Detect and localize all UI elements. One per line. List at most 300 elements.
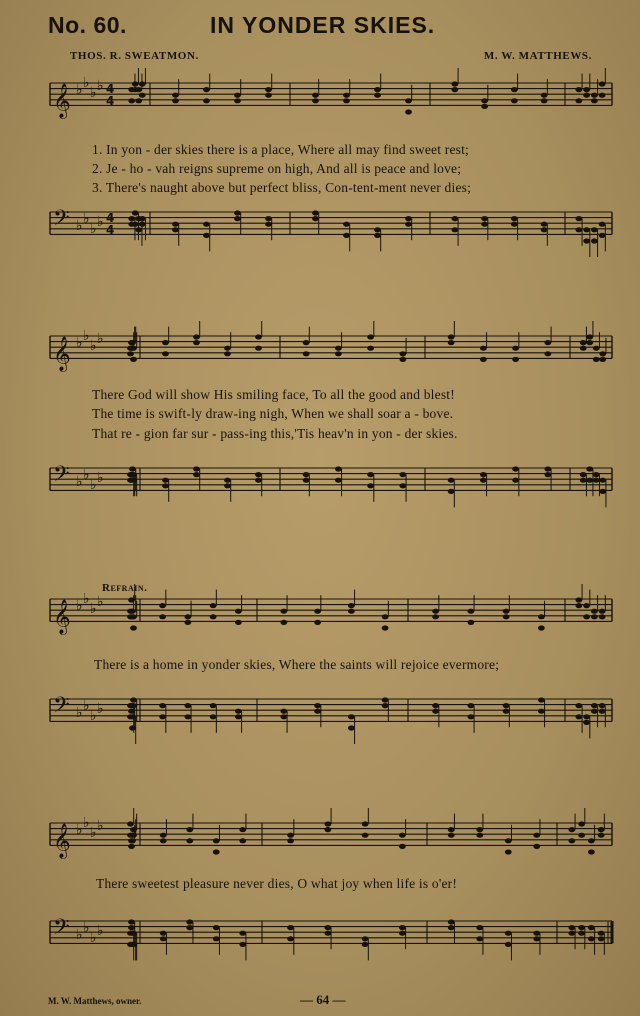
note-head bbox=[367, 346, 374, 351]
note-head bbox=[312, 210, 319, 215]
time-signature-bottom: 4 bbox=[106, 223, 115, 237]
note-head bbox=[591, 609, 598, 614]
bass-clef: 𝄢 bbox=[53, 693, 70, 723]
note-head bbox=[593, 346, 600, 351]
flat-sign: ♭ bbox=[76, 927, 83, 943]
note-head bbox=[538, 697, 545, 702]
note-head bbox=[583, 603, 590, 608]
note-head bbox=[583, 714, 590, 719]
note-head bbox=[324, 931, 331, 936]
note-head bbox=[265, 222, 272, 227]
note-head bbox=[599, 614, 606, 619]
note-head bbox=[324, 925, 331, 930]
note-head bbox=[544, 351, 551, 356]
verse-1-line-1: 1. In yon - der skies there is a place, Where all may find sweet rest; bbox=[92, 142, 469, 157]
note-head bbox=[287, 833, 294, 838]
note-head bbox=[303, 351, 310, 356]
note-head bbox=[538, 625, 545, 630]
note-head bbox=[287, 936, 294, 941]
note-head bbox=[362, 936, 369, 941]
note-head bbox=[139, 93, 146, 98]
note-head bbox=[512, 346, 519, 351]
note-head bbox=[578, 931, 585, 936]
note-head bbox=[599, 703, 606, 708]
note-head bbox=[578, 821, 585, 826]
note-head bbox=[172, 222, 179, 227]
note-head bbox=[343, 222, 350, 227]
flat-sign: ♭ bbox=[97, 594, 104, 610]
note-head bbox=[129, 714, 136, 719]
verse-3-line-2: That re - gion far sur - pass-ing this,'Tis heav'n in yon - der skies. bbox=[92, 426, 458, 441]
note-head bbox=[139, 216, 146, 221]
note-head bbox=[512, 357, 519, 362]
note-head bbox=[588, 936, 595, 941]
flat-sign: ♭ bbox=[76, 218, 83, 234]
note-head bbox=[588, 925, 595, 930]
note-head bbox=[476, 925, 483, 930]
flat-sign: ♭ bbox=[97, 701, 104, 717]
note-head bbox=[405, 216, 412, 221]
note-head bbox=[575, 98, 582, 103]
treble-clef: 𝄞 bbox=[53, 83, 71, 119]
note-head bbox=[591, 227, 598, 232]
note-head bbox=[234, 216, 241, 221]
note-head bbox=[184, 703, 191, 708]
note-head bbox=[129, 838, 136, 843]
note-head bbox=[583, 87, 590, 92]
note-head bbox=[599, 357, 606, 362]
note-head bbox=[544, 472, 551, 477]
note-head bbox=[129, 340, 136, 345]
note-head bbox=[184, 714, 191, 719]
note-head bbox=[598, 827, 605, 832]
flat-sign: ♭ bbox=[83, 328, 90, 344]
note-head bbox=[348, 603, 355, 608]
note-head bbox=[160, 838, 167, 843]
hymn-number: No. 60. bbox=[48, 12, 127, 38]
note-head bbox=[580, 340, 587, 345]
note-head bbox=[186, 925, 193, 930]
note-head bbox=[578, 833, 585, 838]
note-head bbox=[239, 931, 246, 936]
note-head bbox=[128, 98, 135, 103]
flat-sign: ♭ bbox=[90, 338, 97, 354]
note-head bbox=[255, 346, 262, 351]
page-number: — 64 — bbox=[300, 992, 346, 1007]
note-head bbox=[503, 709, 510, 714]
flat-sign: ♭ bbox=[97, 78, 104, 94]
note-head bbox=[591, 614, 598, 619]
note-head bbox=[172, 93, 179, 98]
note-head bbox=[213, 936, 220, 941]
note-head bbox=[476, 827, 483, 832]
note-head bbox=[374, 227, 381, 232]
note-head bbox=[186, 919, 193, 924]
note-head bbox=[186, 838, 193, 843]
note-head bbox=[503, 703, 510, 708]
note-head bbox=[599, 233, 606, 238]
note-head bbox=[129, 466, 136, 471]
flat-sign: ♭ bbox=[76, 335, 83, 351]
note-head bbox=[399, 844, 406, 849]
note-head bbox=[512, 466, 519, 471]
note-head bbox=[287, 838, 294, 843]
note-head bbox=[568, 827, 575, 832]
note-head bbox=[184, 620, 191, 625]
note-head bbox=[448, 925, 455, 930]
note-head bbox=[538, 614, 545, 619]
note-head bbox=[374, 87, 381, 92]
note-head bbox=[503, 614, 510, 619]
note-head bbox=[405, 98, 412, 103]
note-head bbox=[480, 357, 487, 362]
note-head bbox=[348, 725, 355, 730]
bass-clef: 𝄢 bbox=[53, 206, 70, 236]
note-head bbox=[255, 472, 262, 477]
note-head bbox=[588, 838, 595, 843]
note-head bbox=[362, 833, 369, 838]
note-head bbox=[599, 81, 606, 86]
flat-sign: ♭ bbox=[76, 822, 83, 838]
note-head bbox=[399, 357, 406, 362]
note-head bbox=[132, 210, 139, 215]
note-head bbox=[193, 334, 200, 339]
note-head bbox=[503, 609, 510, 614]
flat-sign: ♭ bbox=[83, 75, 90, 91]
owner-note: M. W. Matthews, owner. bbox=[48, 996, 142, 1006]
note-head bbox=[255, 478, 262, 483]
note-head bbox=[193, 340, 200, 345]
note-head bbox=[130, 625, 137, 630]
note-head bbox=[476, 936, 483, 941]
note-head bbox=[280, 620, 287, 625]
note-head bbox=[162, 351, 169, 356]
note-head bbox=[448, 334, 455, 339]
composer-credit: M. W. MATTHEWS. bbox=[483, 50, 592, 62]
note-head bbox=[599, 609, 606, 614]
note-head bbox=[224, 346, 231, 351]
flat-sign: ♭ bbox=[97, 331, 104, 347]
time-signature-top: 4 bbox=[106, 82, 115, 96]
note-head bbox=[324, 821, 331, 826]
note-head bbox=[432, 709, 439, 714]
note-head bbox=[255, 334, 262, 339]
note-head bbox=[599, 709, 606, 714]
flat-sign: ♭ bbox=[90, 477, 97, 493]
note-head bbox=[160, 931, 167, 936]
note-head bbox=[172, 98, 179, 103]
note-head bbox=[467, 714, 474, 719]
note-head bbox=[593, 472, 600, 477]
note-head bbox=[541, 227, 548, 232]
note-head bbox=[451, 87, 458, 92]
flat-sign: ♭ bbox=[83, 467, 90, 483]
note-head bbox=[303, 472, 310, 477]
note-head bbox=[511, 87, 518, 92]
note-head bbox=[362, 821, 369, 826]
note-head bbox=[533, 833, 540, 838]
note-head bbox=[312, 98, 319, 103]
flat-sign: ♭ bbox=[97, 214, 104, 230]
flat-sign: ♭ bbox=[76, 82, 83, 98]
note-head bbox=[511, 216, 518, 221]
note-head bbox=[193, 472, 200, 477]
note-head bbox=[374, 233, 381, 238]
note-head bbox=[583, 720, 590, 725]
note-head bbox=[432, 703, 439, 708]
note-head bbox=[127, 351, 134, 356]
note-head bbox=[132, 81, 139, 86]
note-head bbox=[578, 925, 585, 930]
note-head bbox=[130, 833, 137, 838]
flat-sign: ♭ bbox=[90, 601, 97, 617]
note-head bbox=[234, 98, 241, 103]
note-head bbox=[159, 703, 166, 708]
note-head bbox=[127, 821, 134, 826]
time-signature-top: 4 bbox=[106, 211, 115, 225]
note-head bbox=[593, 357, 600, 362]
note-head bbox=[235, 609, 242, 614]
note-head bbox=[162, 483, 169, 488]
treble-clef: 𝄞 bbox=[53, 823, 71, 859]
note-head bbox=[130, 478, 137, 483]
refrain-label: Refrain. bbox=[102, 582, 148, 594]
note-head bbox=[135, 227, 142, 232]
flat-sign: ♭ bbox=[90, 930, 97, 946]
note-head bbox=[312, 216, 319, 221]
note-head bbox=[314, 620, 321, 625]
note-head bbox=[467, 620, 474, 625]
note-head bbox=[599, 489, 606, 494]
note-head bbox=[224, 351, 231, 356]
note-head bbox=[533, 844, 540, 849]
refrain-line-1: There is a home in yonder skies, Where the saints will rejoice evermore; bbox=[94, 657, 500, 672]
note-head bbox=[591, 703, 598, 708]
note-head bbox=[303, 340, 310, 345]
note-head bbox=[593, 478, 600, 483]
verse-2-line-2: The time is swift-ly draw-ing nigh, When we shall soar a - bove. bbox=[92, 406, 454, 421]
note-head bbox=[598, 833, 605, 838]
flat-sign: ♭ bbox=[90, 85, 97, 101]
note-head bbox=[544, 340, 551, 345]
note-head bbox=[159, 714, 166, 719]
note-head bbox=[265, 93, 272, 98]
note-head bbox=[382, 703, 389, 708]
note-head bbox=[335, 346, 342, 351]
note-head bbox=[280, 609, 287, 614]
note-head bbox=[598, 936, 605, 941]
note-head bbox=[203, 98, 210, 103]
note-head bbox=[139, 222, 146, 227]
note-head bbox=[580, 478, 587, 483]
note-head bbox=[480, 472, 487, 477]
note-head bbox=[203, 233, 210, 238]
verse-3-line-1: 3. There's naught above but perfect bliss, Con-tent-ment never dies; bbox=[92, 180, 472, 195]
note-head bbox=[130, 357, 137, 362]
note-head bbox=[129, 725, 136, 730]
note-head bbox=[374, 93, 381, 98]
note-head bbox=[505, 838, 512, 843]
note-head bbox=[382, 625, 389, 630]
note-head bbox=[210, 614, 217, 619]
hymn-title: IN YONDER SKIES. bbox=[210, 12, 436, 38]
note-head bbox=[399, 483, 406, 488]
note-head bbox=[234, 93, 241, 98]
note-head bbox=[235, 714, 242, 719]
flat-sign: ♭ bbox=[76, 705, 83, 721]
note-head bbox=[382, 614, 389, 619]
note-head bbox=[511, 98, 518, 103]
note-head bbox=[239, 838, 246, 843]
note-head bbox=[335, 478, 342, 483]
note-head bbox=[265, 87, 272, 92]
note-head bbox=[580, 472, 587, 477]
note-head bbox=[235, 620, 242, 625]
note-head bbox=[160, 936, 167, 941]
note-head bbox=[448, 489, 455, 494]
note-head bbox=[210, 703, 217, 708]
note-head bbox=[451, 227, 458, 232]
note-head bbox=[544, 466, 551, 471]
note-head bbox=[128, 919, 135, 924]
flat-sign: ♭ bbox=[76, 474, 83, 490]
note-head bbox=[476, 833, 483, 838]
note-head bbox=[588, 849, 595, 854]
note-head bbox=[583, 93, 590, 98]
note-head bbox=[586, 478, 593, 483]
note-head bbox=[235, 709, 242, 714]
note-head bbox=[583, 614, 590, 619]
note-head bbox=[568, 925, 575, 930]
bass-clef: 𝄢 bbox=[53, 915, 70, 945]
note-head bbox=[213, 925, 220, 930]
note-head bbox=[533, 936, 540, 941]
note-head bbox=[335, 466, 342, 471]
note-head bbox=[382, 697, 389, 702]
note-head bbox=[599, 93, 606, 98]
note-head bbox=[448, 340, 455, 345]
note-head bbox=[432, 614, 439, 619]
note-head bbox=[135, 87, 142, 92]
note-head bbox=[367, 472, 374, 477]
note-head bbox=[129, 609, 136, 614]
note-head bbox=[314, 609, 321, 614]
flat-sign: ♭ bbox=[90, 221, 97, 237]
note-head bbox=[467, 703, 474, 708]
flat-sign: ♭ bbox=[97, 923, 104, 939]
note-head bbox=[591, 238, 598, 243]
note-head bbox=[162, 340, 169, 345]
time-signature-bottom: 4 bbox=[106, 94, 115, 108]
note-head bbox=[159, 603, 166, 608]
note-head bbox=[575, 703, 582, 708]
note-head bbox=[172, 227, 179, 232]
note-head bbox=[583, 238, 590, 243]
note-head bbox=[399, 931, 406, 936]
note-head bbox=[193, 466, 200, 471]
note-head bbox=[448, 827, 455, 832]
note-head bbox=[599, 351, 606, 356]
note-head bbox=[130, 346, 137, 351]
note-head bbox=[480, 478, 487, 483]
note-head bbox=[580, 346, 587, 351]
note-head bbox=[367, 483, 374, 488]
note-head bbox=[538, 709, 545, 714]
note-head bbox=[128, 597, 135, 602]
note-head bbox=[568, 931, 575, 936]
note-head bbox=[159, 614, 166, 619]
note-head bbox=[213, 849, 220, 854]
note-head bbox=[139, 81, 146, 86]
note-head bbox=[575, 87, 582, 92]
note-head bbox=[575, 227, 582, 232]
note-head bbox=[399, 833, 406, 838]
note-head bbox=[399, 925, 406, 930]
note-head bbox=[505, 942, 512, 947]
note-head bbox=[448, 478, 455, 483]
note-head bbox=[511, 222, 518, 227]
flat-sign: ♭ bbox=[90, 825, 97, 841]
note-head bbox=[399, 472, 406, 477]
verse-1-line-2: There God will show His smiling face, To all the good and blest! bbox=[92, 387, 455, 402]
note-head bbox=[203, 87, 210, 92]
note-head bbox=[505, 931, 512, 936]
note-head bbox=[265, 216, 272, 221]
note-head bbox=[348, 714, 355, 719]
note-head bbox=[586, 334, 593, 339]
flat-sign: ♭ bbox=[83, 591, 90, 607]
flat-sign: ♭ bbox=[83, 815, 90, 831]
note-head bbox=[186, 827, 193, 832]
note-head bbox=[160, 833, 167, 838]
note-head bbox=[481, 98, 488, 103]
note-head bbox=[314, 709, 321, 714]
flat-sign: ♭ bbox=[83, 698, 90, 714]
note-head bbox=[130, 703, 137, 708]
note-head bbox=[575, 714, 582, 719]
note-head bbox=[303, 478, 310, 483]
note-head bbox=[239, 942, 246, 947]
note-head bbox=[128, 709, 135, 714]
note-head bbox=[512, 478, 519, 483]
note-head bbox=[591, 709, 598, 714]
note-head bbox=[591, 93, 598, 98]
flat-sign: ♭ bbox=[76, 598, 83, 614]
note-head bbox=[348, 609, 355, 614]
note-head bbox=[599, 222, 606, 227]
note-head bbox=[448, 919, 455, 924]
note-head bbox=[280, 709, 287, 714]
note-head bbox=[312, 93, 319, 98]
note-head bbox=[575, 603, 582, 608]
note-head bbox=[234, 210, 241, 215]
note-head bbox=[451, 81, 458, 86]
note-head bbox=[162, 478, 169, 483]
flat-sign: ♭ bbox=[90, 708, 97, 724]
note-head bbox=[343, 93, 350, 98]
flat-sign: ♭ bbox=[97, 818, 104, 834]
note-head bbox=[130, 827, 137, 832]
note-head bbox=[224, 483, 231, 488]
note-head bbox=[130, 931, 137, 936]
note-head bbox=[130, 697, 137, 702]
note-head bbox=[324, 827, 331, 832]
note-head bbox=[210, 714, 217, 719]
note-head bbox=[541, 93, 548, 98]
note-head bbox=[599, 478, 606, 483]
note-head bbox=[213, 838, 220, 843]
lyricist-credit: THOS. R. SWEATMON. bbox=[70, 50, 199, 62]
